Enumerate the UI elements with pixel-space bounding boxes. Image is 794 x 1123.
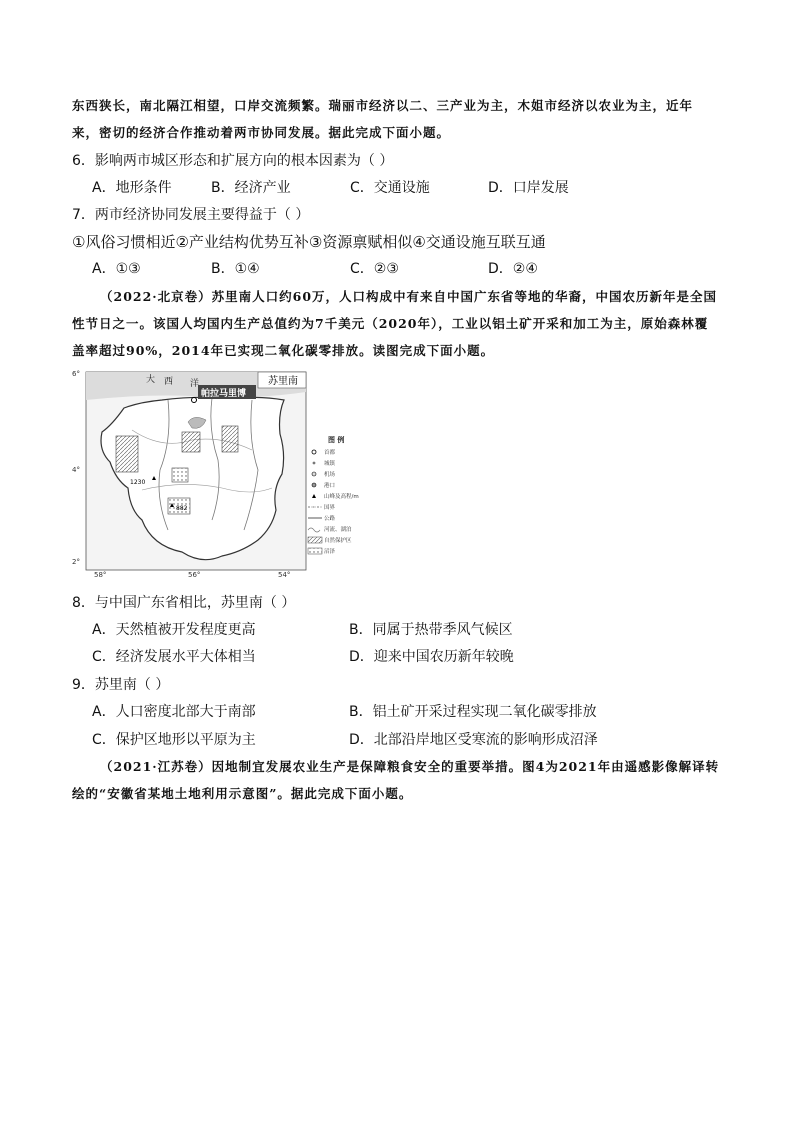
lat-label: 6° xyxy=(72,370,80,378)
question-7-statements: ①风俗习惯相近②产业结构优势互补③资源禀赋相似④交通设施互联互通 xyxy=(72,233,546,251)
q6-option-b[interactable]: B．经济产业 xyxy=(211,180,291,196)
capital-marker xyxy=(192,398,197,403)
swamp-icon xyxy=(308,548,322,554)
town-icon xyxy=(313,462,316,465)
protected-area xyxy=(116,436,138,472)
q9-option-a[interactable]: A．人口密度北部大于南部 xyxy=(92,704,256,720)
q9-option-d[interactable]: D．北部沿岸地区受寒流的影响形成沼泽 xyxy=(349,732,598,748)
suriname-map xyxy=(72,370,382,578)
q8-option-a[interactable]: A．天然植被开发程度更高 xyxy=(92,622,256,638)
q6-option-d[interactable]: D．口岸发展 xyxy=(488,180,569,196)
q8-option-d[interactable]: D．迎来中国农历新年较晚 xyxy=(349,649,514,665)
lat-label: 2° xyxy=(72,558,80,566)
passage-line: 绘的“安徽省某地土地利用示意图”。据此完成下面小题。 xyxy=(72,786,413,801)
question-6-stem: 6．影响两市城区形态和扩展方向的根本因素为（ ） xyxy=(72,153,394,169)
q7-option-b[interactable]: B．①④ xyxy=(211,261,260,277)
question-9-stem: 9．苏里南（ ） xyxy=(72,677,170,693)
q7-option-d[interactable]: D．②④ xyxy=(488,261,538,277)
legend-item: 公路 xyxy=(324,516,336,522)
legend-item: 国界 xyxy=(324,505,336,511)
legend-item: 机场 xyxy=(324,472,336,478)
question-7-stem: 7．两市经济协同发展主要得益于（ ） xyxy=(72,207,310,223)
map-title: 苏里南 xyxy=(268,376,298,387)
q8-option-b[interactable]: B．同属于热带季风气候区 xyxy=(349,622,513,638)
peak-label: 1230 xyxy=(130,479,146,486)
legend-item: 城镇 xyxy=(324,461,336,467)
capital-label: 帕拉马里博 xyxy=(201,389,247,399)
ocean-char: 大 xyxy=(146,375,156,385)
q9-option-b[interactable]: B．铝土矿开采过程实现二氧化碳零排放 xyxy=(349,704,597,720)
q7-option-c[interactable]: C．②③ xyxy=(350,261,399,277)
legend-title: 图 例 xyxy=(328,436,345,444)
lon-label: 54° xyxy=(278,571,291,578)
legend-item: 河流、湖泊 xyxy=(324,527,352,533)
q8-option-c[interactable]: C．经济发展水平大体相当 xyxy=(92,649,256,665)
q9-option-c[interactable]: C．保护区地形以平原为主 xyxy=(92,732,256,748)
port-icon xyxy=(312,483,316,487)
legend-item: 自然保护区 xyxy=(324,538,352,544)
q6-option-c[interactable]: C．交通设施 xyxy=(350,180,430,196)
protected-area xyxy=(172,468,188,482)
q6-option-a[interactable]: A．地形条件 xyxy=(92,180,172,196)
legend-item: 首都 xyxy=(324,450,336,456)
protected-area-icon xyxy=(308,537,322,543)
question-8-stem: 8．与中国广东省相比，苏里南（ ） xyxy=(72,595,296,611)
ocean-char: 洋 xyxy=(190,379,200,389)
passage-line: 来，密切的经济合作推动着两市协同发展。据此完成下面小题。 xyxy=(72,125,451,140)
lat-label: 4° xyxy=(72,466,80,474)
passage-line: （2021·江苏卷）因地制宜发展农业生产是保障粮食安全的重要举措。图4为2021年由遥感影像解译转 xyxy=(100,759,720,774)
q7-option-a[interactable]: A．①③ xyxy=(92,261,141,277)
legend-item: 沼泽 xyxy=(324,549,336,555)
lon-label: 56° xyxy=(188,571,201,578)
peak-label: 882 xyxy=(176,505,188,512)
passage-line: （2022·北京卷）苏里南人口约60万，人口构成中有来自中国广东省等地的华裔，中国农历新年是全国 xyxy=(100,289,718,304)
passage-line: 性节日之一。该国人均国内生产总值约为7千美元（2020年），工业以铝土矿开采和加工为主，原始森林覆 xyxy=(72,316,709,331)
legend-item: 港口 xyxy=(324,483,336,489)
protected-area xyxy=(182,432,200,452)
airport-icon xyxy=(312,472,316,476)
passage-line: 东西狭长，南北隔江相望，口岸交流频繁。瑞丽市经济以二、三产业为主，木姐市经济以农业为主，近年 xyxy=(72,98,694,113)
legend-item: 山峰及高程/m xyxy=(324,494,359,500)
lon-label: 58° xyxy=(94,571,107,578)
capital-icon xyxy=(312,450,316,454)
ocean-char: 西 xyxy=(164,377,174,387)
protected-area xyxy=(222,426,238,452)
passage-line: 盖率超过90%，2014年已实现二氧化碳零排放。读图完成下面小题。 xyxy=(72,343,495,358)
